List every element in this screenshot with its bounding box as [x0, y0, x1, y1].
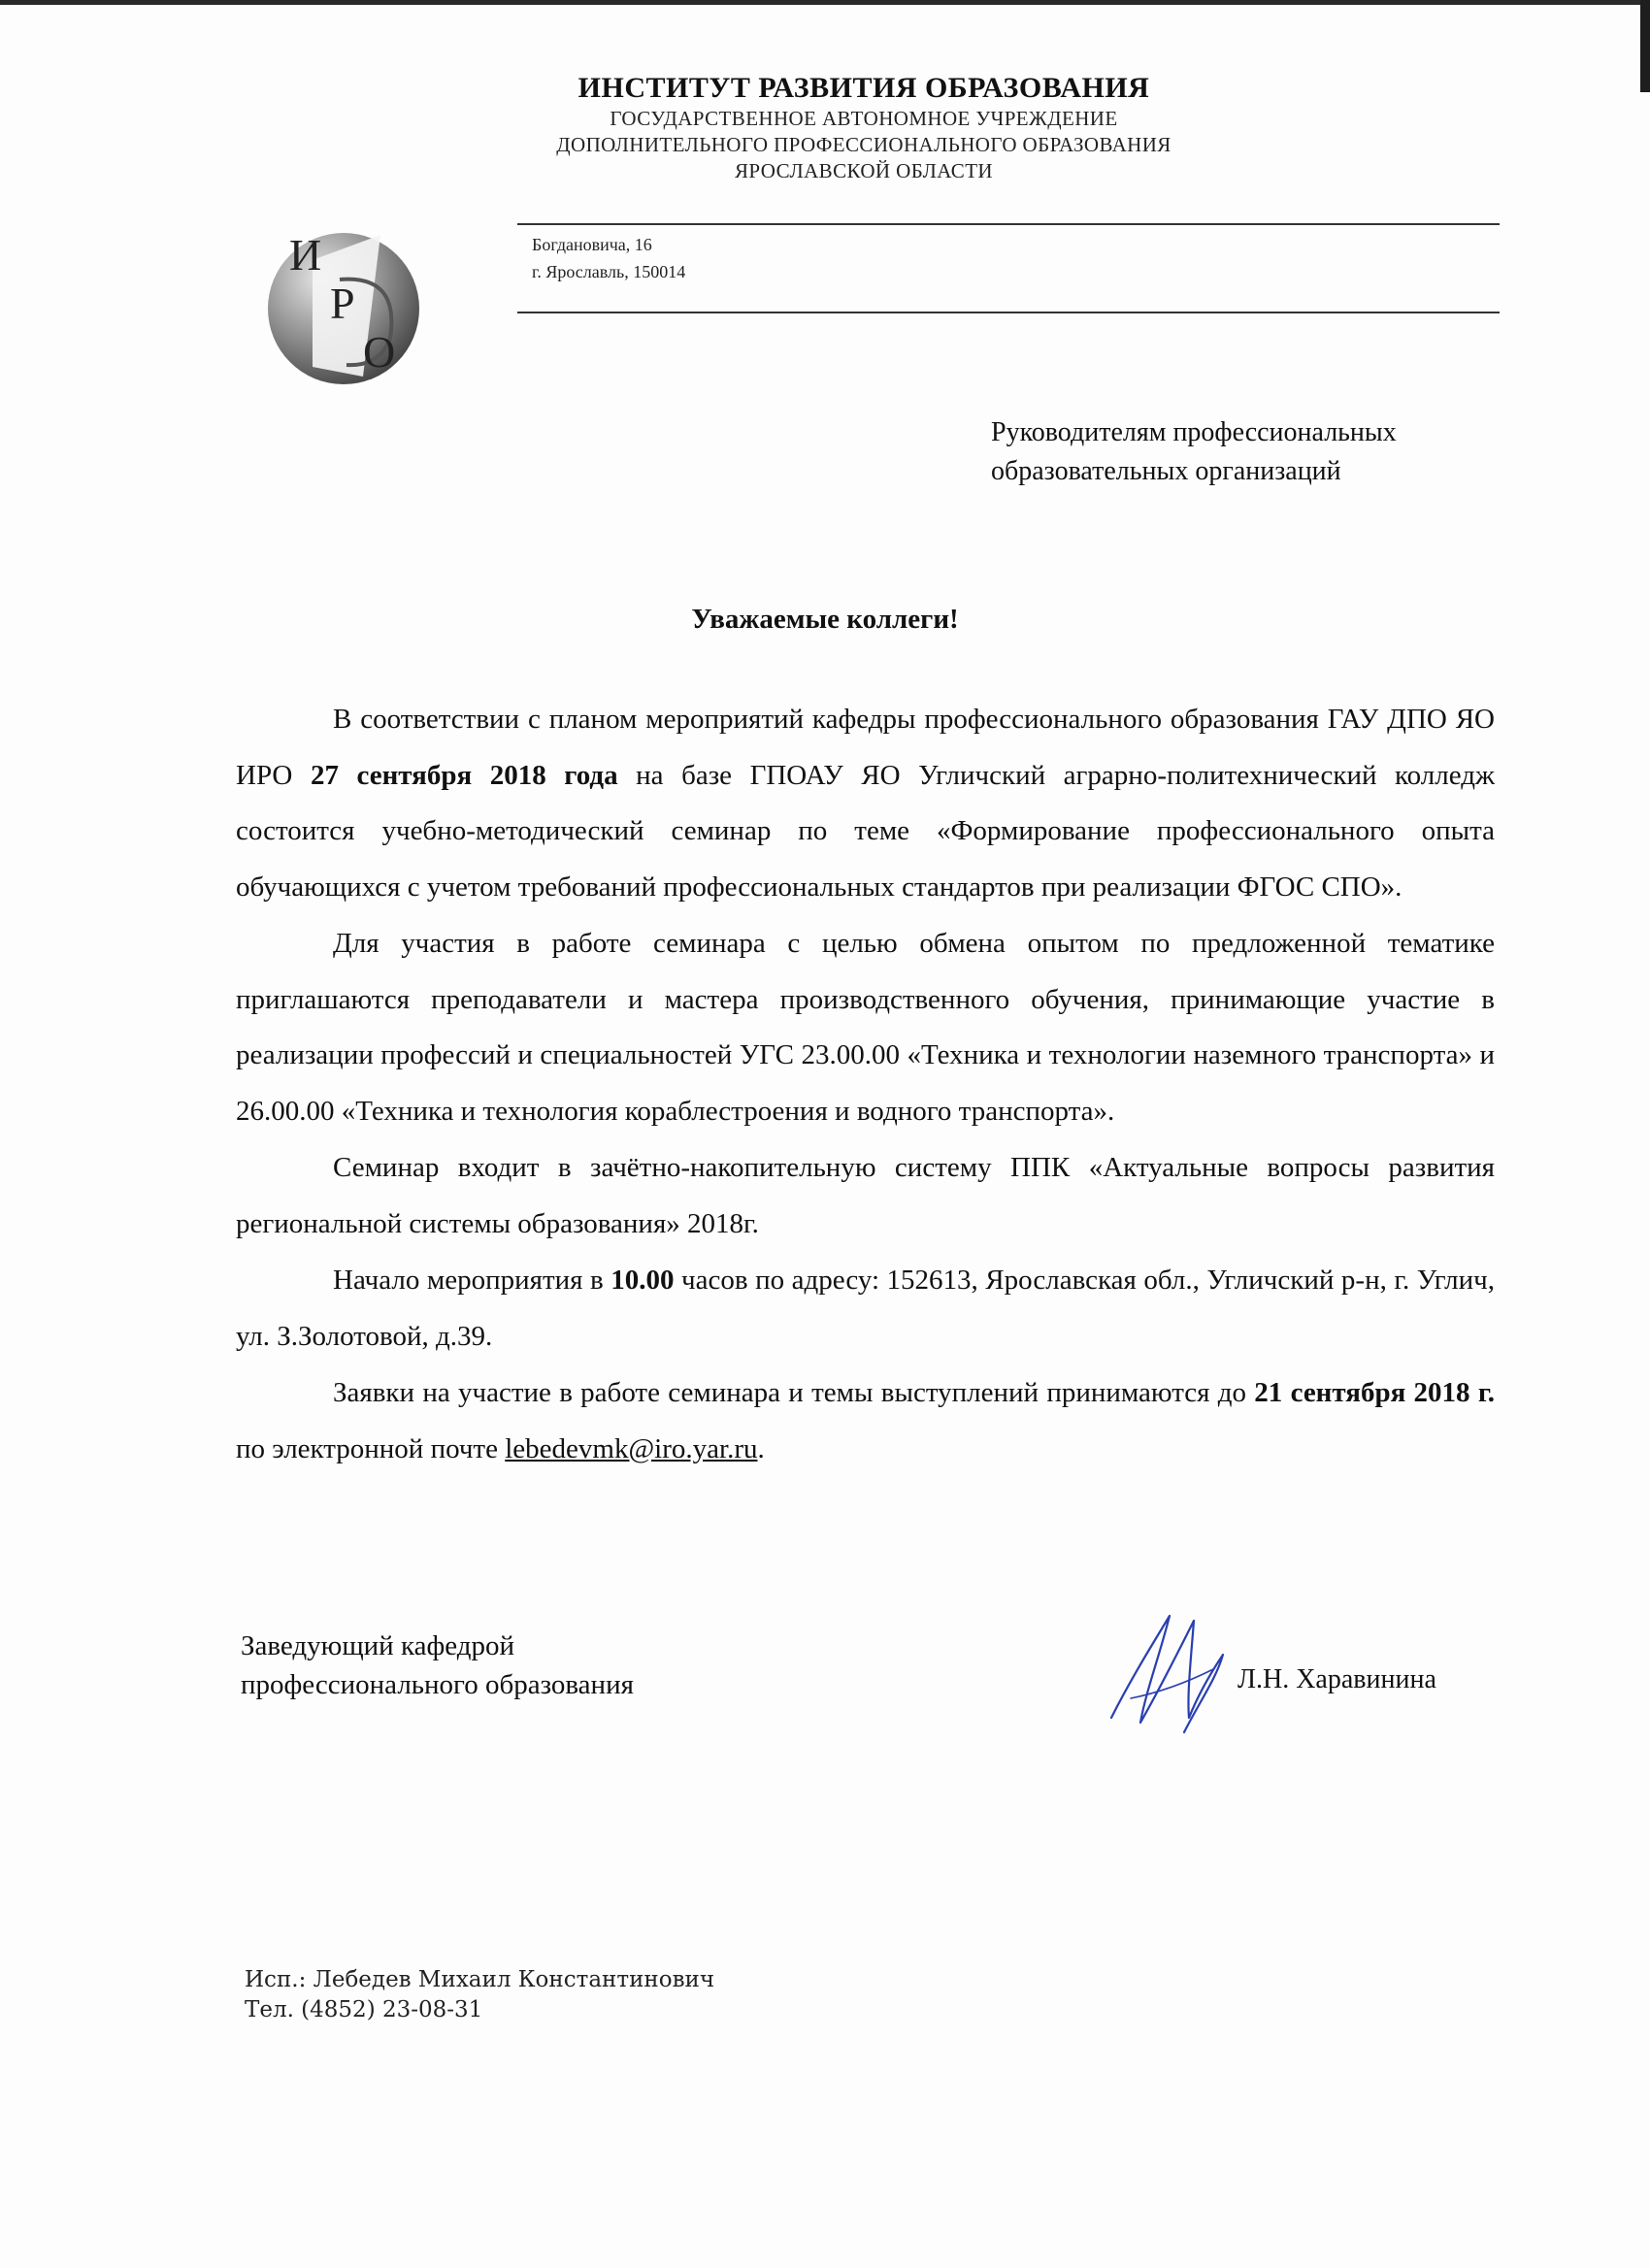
paragraph-3: Семинар входит в зачётно-накопительную систему ППК «Актуальные вопросы развития региональной системы образования» 2018г. [236, 1152, 1495, 1239]
signatory-position [241, 1627, 634, 1704]
scan-edge-top [0, 0, 1650, 5]
logo-letter-1: И [289, 230, 322, 279]
paragraph-5 [236, 1365, 1495, 1477]
logo-letter-2: Р [330, 279, 355, 328]
deadline-date: 21 сентября 2018 г. [1254, 1377, 1495, 1408]
logo-letter-3: О [363, 327, 396, 377]
paragraph-4-text-c: часов по адресу: 152613, Ярославская обл., Угличский р-н, г. Углич, ул. З.Золотовой, д.39. [236, 1265, 1495, 1352]
signatory-position-2: профессионального образования [241, 1669, 634, 1700]
paragraph-5-text-c: по электронной почте [236, 1432, 506, 1464]
handwritten-signature [1102, 1601, 1238, 1747]
paragraph-1-text-a: В соответствии с планом мероприятий кафедры профессионального образования ГАУ ДПО ЯО ИРО [236, 704, 1495, 791]
event-date: 27 сентября 2018 года [310, 759, 618, 791]
salutation: Уважаемые коллеги! [691, 604, 959, 635]
paragraph-2: Для участия в работе семинара с целью обмена опытом по предложенной тематике приглашаются преподаватели и мастера производственного обучения, принимающие участие в реализации профессий и специальностей УГС 23.00.00 «Техника и технологии наземного транспорта» и 26.00.00 «Техника и технология кораблестроения и водного транспорта». [236, 928, 1495, 1127]
paragraph-5-text-d: . [757, 1432, 765, 1464]
address-street: Богдановича, 16 [532, 235, 652, 254]
email-link[interactable]: lebedevmk@iro.yar.ru [505, 1432, 758, 1464]
paragraph-4 [236, 1253, 1495, 1364]
contact-executor: Исп.: Лебедев Михаил Константинович [245, 1967, 715, 1992]
paragraph-1 [236, 692, 1495, 915]
institute-title: ИНСТИТУТ РАЗВИТИЯ ОБРАЗОВАНИЯ [578, 72, 1150, 104]
paragraph-1-text-c: на базе ГПОАУ ЯО Угличский аграрно-политехнический колледж состоится учебно-методический семинар по теме «Формирование профессионального опыта обучающихся с учетом требований профессиональных стандартов при реализации ФГОС СПО». [236, 759, 1496, 903]
signatory-name: Л.Н. Харавинина [1238, 1664, 1436, 1694]
recipient-line-1: Руководителям профессиональных [991, 417, 1397, 447]
institute-subtitle-3: ЯРОСЛАВСКОЙ ОБЛАСТИ [735, 159, 993, 182]
address-rule-bottom [517, 312, 1500, 313]
iro-logo [254, 221, 437, 388]
contact-block [245, 1965, 714, 2025]
recipient-block [991, 413, 1397, 491]
start-time: 10.00 [610, 1265, 675, 1296]
paragraph-4-text-a: Начало мероприятия в [333, 1265, 611, 1296]
recipient-line-2: образовательных организаций [991, 456, 1341, 486]
address-city: г. Ярославль, 150014 [532, 262, 686, 281]
institute-subtitle-2: ДОПОЛНИТЕЛЬНОГО ПРОФЕССИОНАЛЬНОГО ОБРАЗОВАНИЯ [556, 133, 1172, 156]
institute-subtitle-1: ГОСУДАРСТВЕННОЕ АВТОНОМНОЕ УЧРЕЖДЕНИЕ [610, 107, 1118, 130]
paragraph-5-text-a: Заявки на участие в работе семинара и темы выступлений принимаются до [333, 1377, 1255, 1408]
scan-edge-right [1640, 0, 1650, 92]
contact-phone: Тел. (4852) 23-08-31 [245, 1997, 483, 2022]
letter-body [236, 692, 1495, 1477]
address-rule-top [517, 223, 1500, 225]
signatory-position-1: Заведующий кафедрой [241, 1630, 515, 1661]
